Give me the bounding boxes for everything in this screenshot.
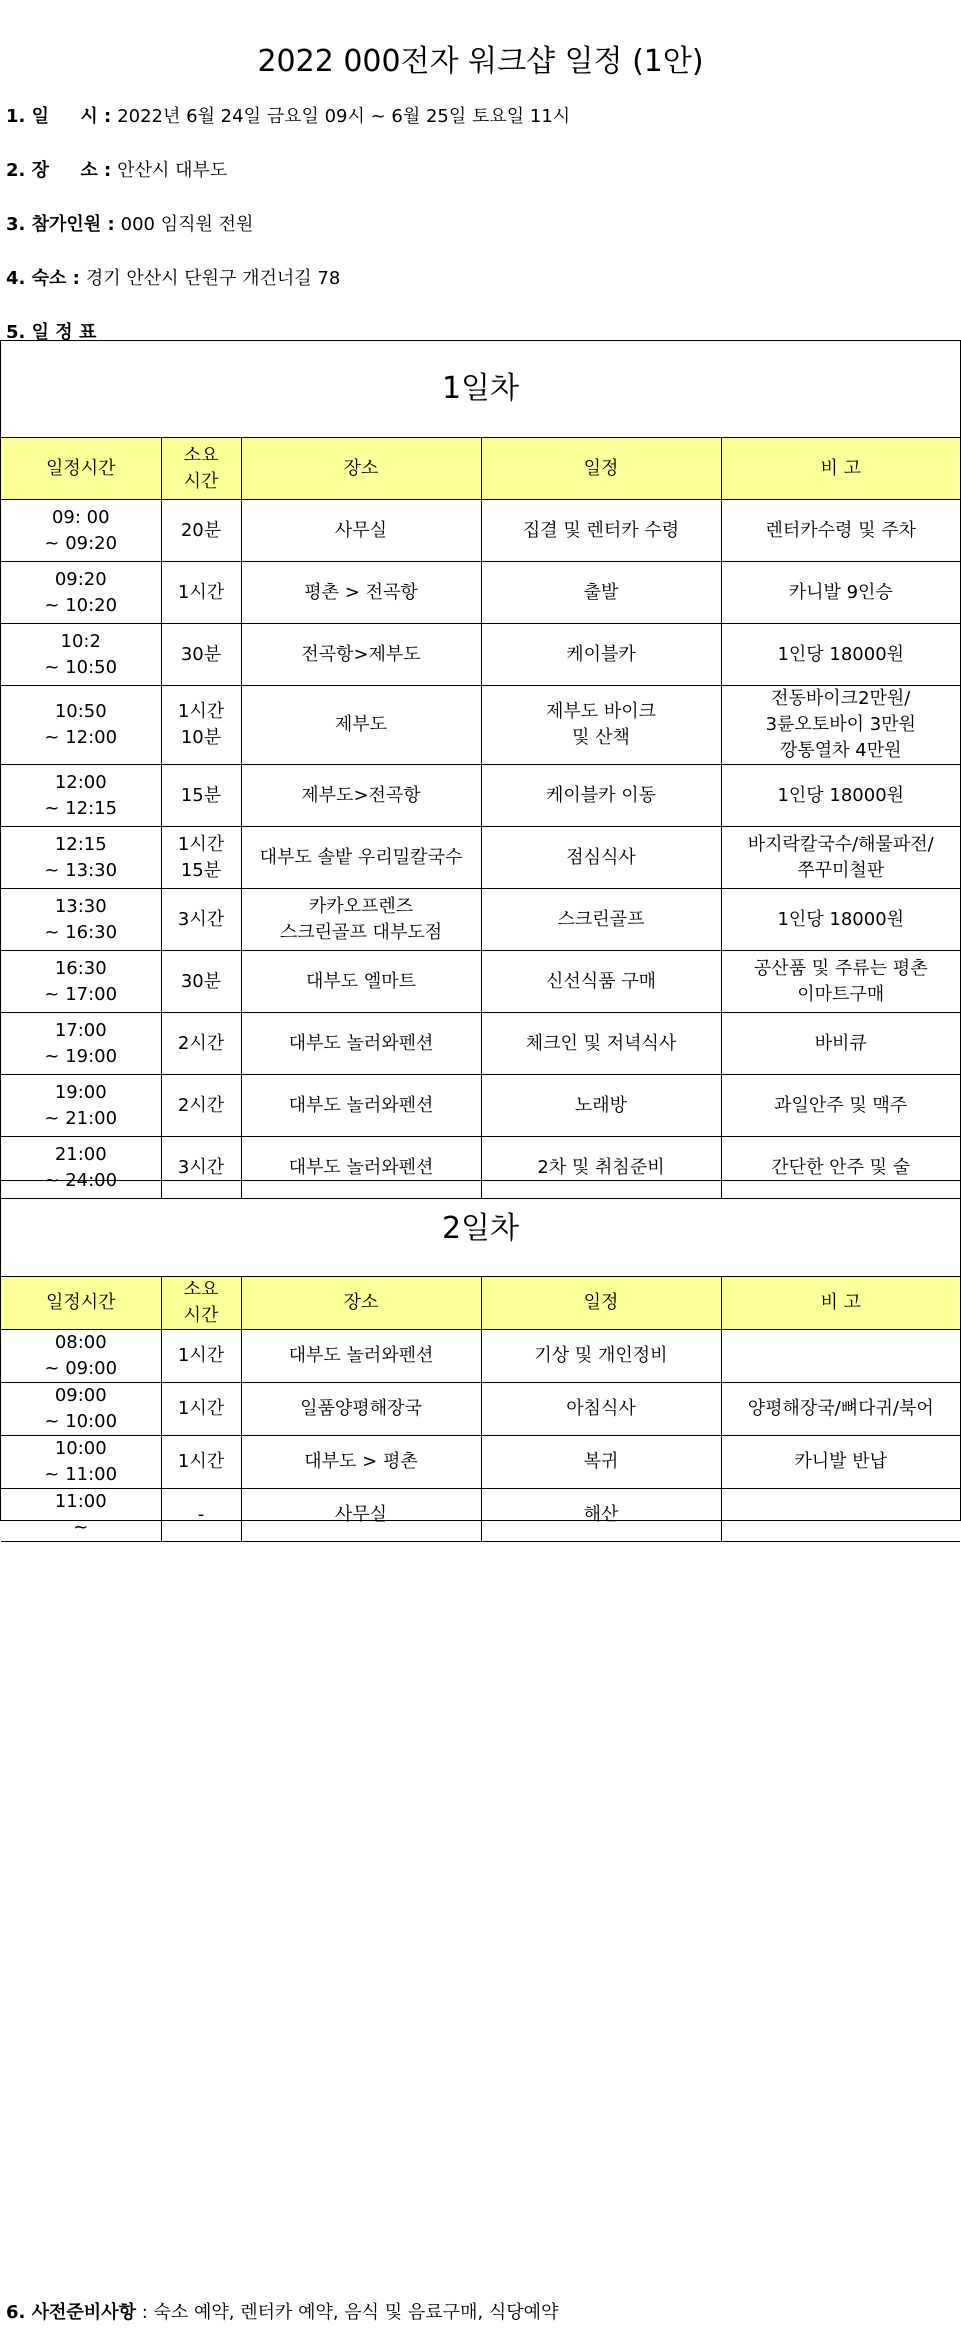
table-cell: 09: 00 ~ 09:20 — [1, 500, 161, 562]
table-cell: 16:30 ~ 17:00 — [1, 951, 161, 1013]
table-cell: 사무실 — [241, 1489, 481, 1542]
info-line-2 — [6, 156, 227, 182]
table-cell: 10:00 ~ 11:00 — [1, 1436, 161, 1489]
table-cell: 카니발 반납 — [721, 1436, 960, 1489]
table-cell: 15분 — [161, 765, 241, 827]
day1-table — [1, 437, 960, 1199]
table-cell: 간단한 안주 및 술 — [721, 1137, 960, 1199]
table-cell: 렌터카수령 및 주차 — [721, 500, 960, 562]
table-cell: 집결 및 렌터카 수령 — [481, 500, 721, 562]
table-cell: 1시간 — [161, 1383, 241, 1436]
table-cell: 1시간 — [161, 1436, 241, 1489]
prep-value: : 숙소 예약, 렌터카 예약, 음식 및 음료구매, 식당예약 — [135, 2302, 559, 2323]
table-cell: 1시간 15분 — [161, 827, 241, 889]
table-cell: 체크인 및 저녁식사 — [481, 1013, 721, 1075]
table-cell: 3시간 — [161, 1137, 241, 1199]
table-cell: 2시간 — [161, 1013, 241, 1075]
table-cell: 출발 — [481, 562, 721, 624]
header-cell: 비 고 — [721, 438, 960, 500]
table-cell: 아침식사 — [481, 1383, 721, 1436]
day1-title: 1일차 — [441, 371, 520, 406]
table-cell: - — [161, 1489, 241, 1542]
header-cell: 장소 — [241, 1277, 481, 1330]
table-cell: 21:00 ~ 24:00 — [1, 1137, 161, 1199]
table-cell: 대부도 놀러와펜션 — [241, 1330, 481, 1383]
table-cell: 전곡항>제부도 — [241, 624, 481, 686]
info-value: 안산시 대부도 — [117, 160, 228, 181]
table-cell: 대부도 엘마트 — [241, 951, 481, 1013]
table-cell: 과일안주 및 맥주 — [721, 1075, 960, 1137]
day1-section — [0, 340, 961, 1191]
table-cell: 노래방 — [481, 1075, 721, 1137]
header-cell: 일정 — [481, 1277, 721, 1330]
table-cell: 카카오프렌즈 스크린골프 대부도점 — [241, 889, 481, 951]
table-cell: 제부도 — [241, 686, 481, 765]
table-row — [1, 624, 960, 686]
table-cell: 신선식품 구매 — [481, 951, 721, 1013]
table-cell: 30분 — [161, 951, 241, 1013]
table-cell: 1시간 10분 — [161, 686, 241, 765]
table-cell: 대부도 놀러와펜션 — [241, 1013, 481, 1075]
info-label: 2. 장 소 : — [6, 160, 112, 181]
info-value: 000 임직원 전원 — [120, 214, 254, 235]
info-label: 5. 일 정 표 — [6, 322, 97, 343]
table-row — [1, 1383, 960, 1436]
table-cell: 바지락칼국수/해물파전/ 쭈꾸미철판 — [721, 827, 960, 889]
table-cell: 기상 및 개인정비 — [481, 1330, 721, 1383]
table-row — [1, 686, 960, 765]
table-cell: 12:00 ~ 12:15 — [1, 765, 161, 827]
table-cell: 11:00 ~ — [1, 1489, 161, 1542]
table-cell: 10:2 ~ 10:50 — [1, 624, 161, 686]
info-value: 2022년 6월 24일 금요일 09시 ~ 6월 25일 토요일 11시 — [117, 106, 571, 127]
table-cell: 12:15 ~ 13:30 — [1, 827, 161, 889]
table-cell: 일품양평해장국 — [241, 1383, 481, 1436]
table-cell: 3시간 — [161, 889, 241, 951]
table-cell: 10:50 ~ 12:00 — [1, 686, 161, 765]
table-cell: 양평해장국/뼈다귀/북어 — [721, 1383, 960, 1436]
table-row — [1, 951, 960, 1013]
day2-title: 2일차 — [441, 1211, 520, 1246]
table-cell: 08:00 ~ 09:00 — [1, 1330, 161, 1383]
table-cell — [721, 1330, 960, 1383]
table-cell: 전동바이크2만원/ 3륜오토바이 3만원 깡통열차 4만원 — [721, 686, 960, 765]
info-label: 4. 숙소 : — [6, 268, 80, 289]
info-label: 3. 참가인원 : — [6, 214, 115, 235]
table-row — [1, 500, 960, 562]
header-cell: 장소 — [241, 438, 481, 500]
table-cell: 케이블카 이동 — [481, 765, 721, 827]
info-line-1 — [6, 102, 570, 128]
day2-section — [0, 1181, 961, 1538]
table-row — [1, 765, 960, 827]
header-cell: 소요 시간 — [161, 438, 241, 500]
table-cell: 1인당 18000원 — [721, 889, 960, 951]
header-cell: 일정 — [481, 438, 721, 500]
table-row — [1, 562, 960, 624]
header-cell: 일정시간 — [1, 1277, 161, 1330]
table-cell: 스크린골프 — [481, 889, 721, 951]
table-cell: 바비큐 — [721, 1013, 960, 1075]
table-cell: 09:00 ~ 10:00 — [1, 1383, 161, 1436]
table-cell: 1시간 — [161, 562, 241, 624]
page-title: 2022 000전자 워크샵 일정 (1안) — [257, 44, 704, 79]
table-cell: 제부도>전곡항 — [241, 765, 481, 827]
prep-note — [6, 2298, 558, 2324]
header-cell: 비 고 — [721, 1277, 960, 1330]
table-row — [1, 1013, 960, 1075]
table-cell: 대부도 > 평촌 — [241, 1436, 481, 1489]
table-cell: 1인당 18000원 — [721, 624, 960, 686]
table-cell: 20분 — [161, 500, 241, 562]
table-row — [1, 827, 960, 889]
table-row — [1, 1330, 960, 1383]
table-cell: 사무실 — [241, 500, 481, 562]
info-label: 1. 일 시 : — [6, 106, 112, 127]
header-cell: 일정시간 — [1, 438, 161, 500]
table-cell: 1시간 — [161, 1330, 241, 1383]
table-row — [1, 889, 960, 951]
table-cell: 제부도 바이크 및 산책 — [481, 686, 721, 765]
table-cell: 카니발 9인승 — [721, 562, 960, 624]
table-cell: 1인당 18000원 — [721, 765, 960, 827]
table-cell: 09:20 ~ 10:20 — [1, 562, 161, 624]
table-cell: 점심식사 — [481, 827, 721, 889]
info-value: 경기 안산시 단원구 개건너길 78 — [85, 268, 341, 289]
table-cell: 복귀 — [481, 1436, 721, 1489]
table-cell: 평촌 > 전곡항 — [241, 562, 481, 624]
table-cell — [721, 1489, 960, 1542]
table-cell: 30분 — [161, 624, 241, 686]
info-line-4 — [6, 264, 340, 290]
table-cell: 대부도 놀러와펜션 — [241, 1075, 481, 1137]
table-cell: 17:00 ~ 19:00 — [1, 1013, 161, 1075]
table-row — [1, 1075, 960, 1137]
table-cell: 대부도 놀러와펜션 — [241, 1137, 481, 1199]
prep-label: 6. 사전준비사항 — [6, 2302, 136, 2323]
table-cell: 해산 — [481, 1489, 721, 1542]
day2-table — [1, 1276, 960, 1542]
table-row — [1, 1489, 960, 1542]
table-cell: 대부도 솔밭 우리밀칼국수 — [241, 827, 481, 889]
table-row — [1, 1436, 960, 1489]
table-cell: 2시간 — [161, 1075, 241, 1137]
table-cell: 13:30 ~ 16:30 — [1, 889, 161, 951]
table-cell: 19:00 ~ 21:00 — [1, 1075, 161, 1137]
table-cell: 공산품 및 주류는 평촌 이마트구매 — [721, 951, 960, 1013]
info-line-3 — [6, 210, 253, 236]
header-cell: 소요 시간 — [161, 1277, 241, 1330]
table-cell: 케이블카 — [481, 624, 721, 686]
table-cell: 2차 및 취침준비 — [481, 1137, 721, 1199]
